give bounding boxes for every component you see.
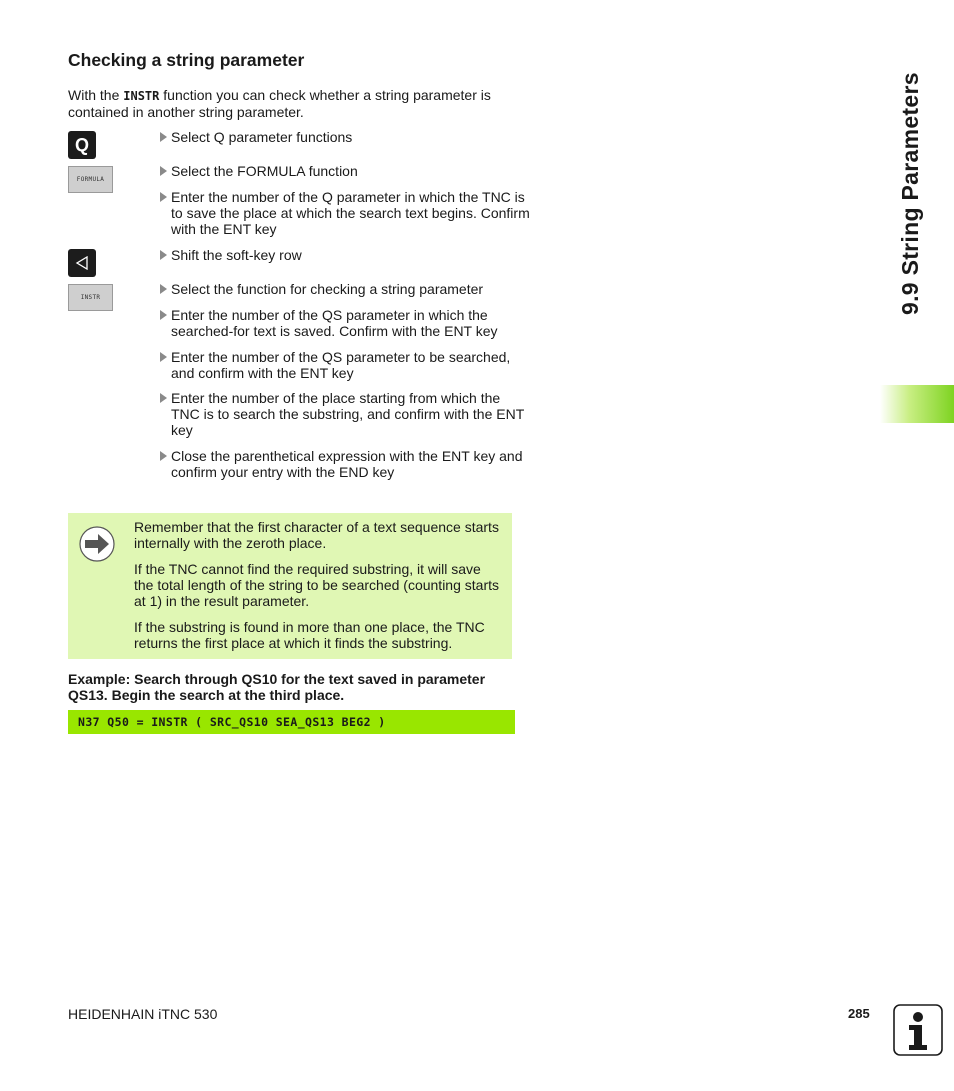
step-item: Enter the number of the QS parameter in which the searched-for text is saved. Confirm with the ENT key — [158, 307, 531, 339]
intro-keyword: INSTR — [123, 89, 160, 103]
triangle-left-icon — [75, 256, 89, 270]
formula-softkey-icon: FORMULA — [68, 166, 113, 193]
intro-after: function you can check whether a string parameter is contained in another string parameter. — [68, 87, 491, 120]
arrow-right-note-icon — [79, 526, 115, 562]
page-number: 285 — [848, 1006, 870, 1021]
example-heading: Example: Search through QS10 for the text saved in parameter QS13. Begin the search at the third place. — [68, 671, 486, 703]
step-item: Enter the number of the place starting from which the TNC is to search the substring, and confirm with the ENT key — [158, 390, 531, 438]
q-key-icon: Q — [68, 131, 96, 159]
intro-paragraph — [68, 87, 518, 120]
chapter-tab-marker — [880, 385, 954, 423]
step-item: Select the FORMULA function — [158, 163, 531, 179]
note-paragraph: Remember that the first character of a text sequence starts internally with the zeroth place. — [134, 519, 499, 551]
step-item: Enter the number of the QS parameter to be searched, and confirm with the ENT key — [158, 349, 531, 381]
step-item: Select the function for checking a string parameter — [158, 281, 531, 297]
note-paragraph: If the TNC cannot find the required substring, it will save the total length of the string to be searched (counting starts at 1) in the result parameter. — [134, 561, 499, 609]
intro-before: With the — [68, 87, 124, 103]
step-item: Enter the number of the Q parameter in which the TNC is to save the place at which the search text begins. Confirm with the ENT key — [158, 189, 531, 237]
code-line: N37 Q50 = INSTR ( SRC_QS10 SEA_QS13 BEG2 ) — [68, 710, 515, 734]
step-item: Select Q parameter functions — [158, 129, 531, 145]
footer-manual-name: HEIDENHAIN iTNC 530 — [68, 1006, 218, 1022]
shift-softkey-row-icon — [68, 249, 96, 277]
chapter-side-title: 9.9 String Parameters — [897, 72, 923, 315]
section-heading: Checking a string parameter — [68, 50, 305, 70]
step-item: Close the parenthetical expression with the ENT key and confirm your entry with the END key — [158, 448, 531, 480]
step-item: Shift the soft-key row — [158, 247, 531, 263]
note-paragraph: If the substring is found in more than one place, the TNC returns the first place at which it finds the substring. — [134, 619, 485, 651]
info-icon — [893, 1004, 943, 1056]
instr-softkey-icon: INSTR — [68, 284, 113, 311]
